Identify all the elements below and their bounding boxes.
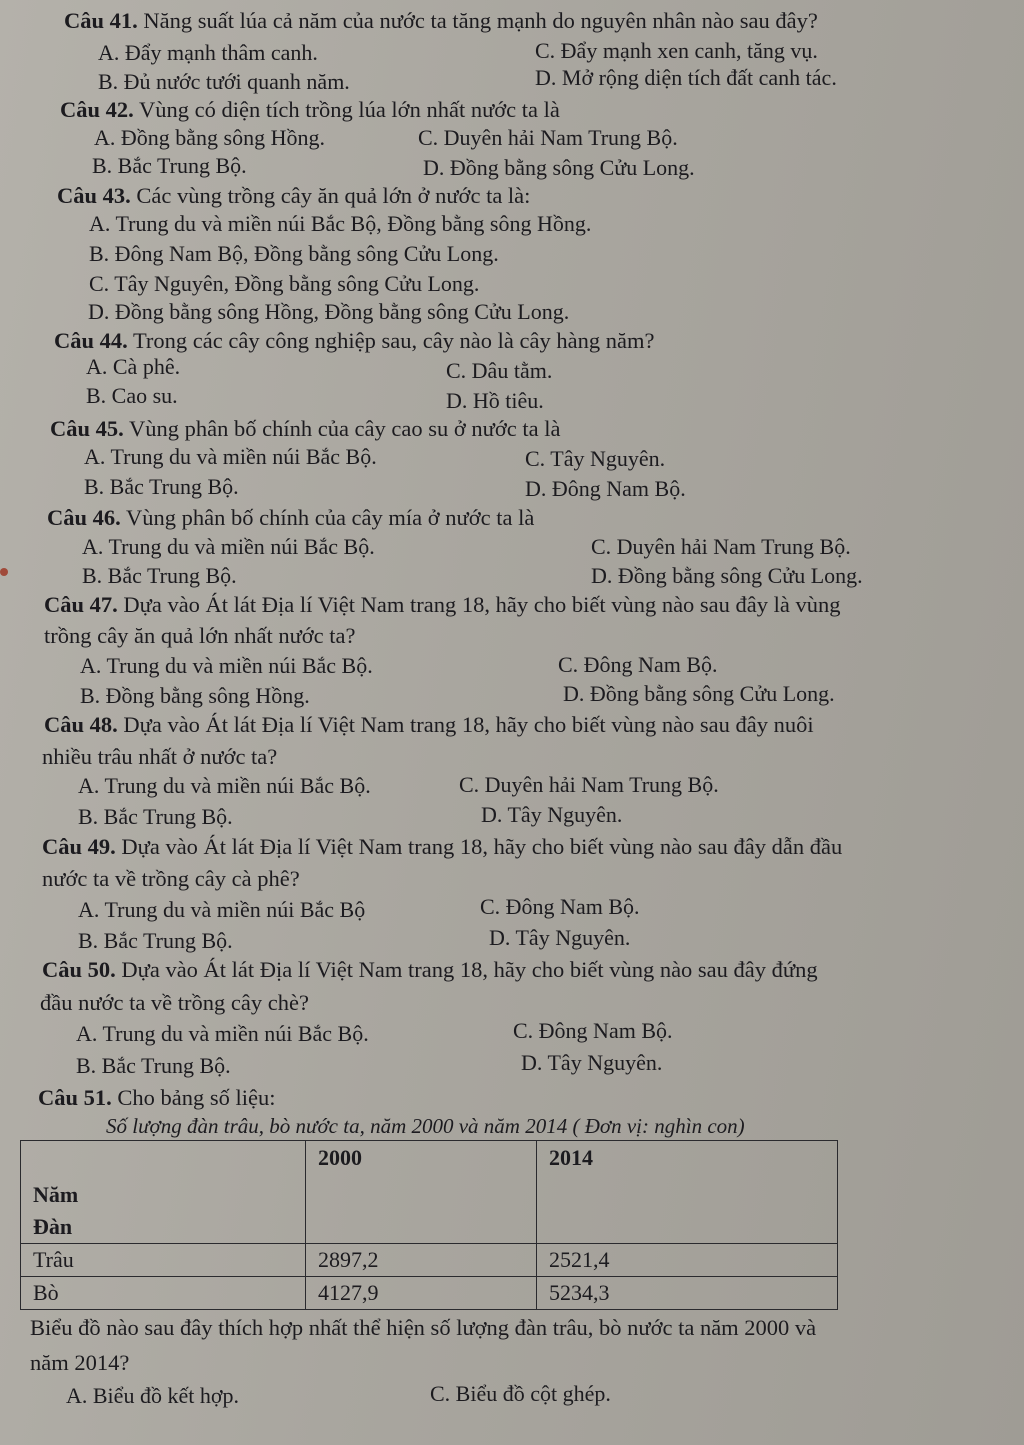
q51-prompt-continued: năm 2014? <box>30 1350 130 1375</box>
option-b: B. Bắc Trung Bộ. <box>76 1053 231 1078</box>
question-text-continued: nước ta về trồng cây cà phê? <box>42 866 300 891</box>
option-d: D. Đồng bằng sông Cửu Long. <box>563 681 835 706</box>
question-44 <box>54 328 654 354</box>
option-d: D. Tây Nguyên. <box>521 1050 663 1075</box>
margin-mark <box>0 568 8 576</box>
table-caption: Số lượng đàn trâu, bò nước ta, năm 2000 và năm 2014 ( Đơn vị: nghìn con) <box>106 1114 745 1138</box>
option-c: C. Đông Nam Bộ. <box>480 894 640 919</box>
year-header: 2000 <box>306 1141 537 1244</box>
option-b: B. Bắc Trung Bộ. <box>92 153 247 178</box>
option-a: A. Trung du và miền núi Bắc Bộ. <box>80 653 373 678</box>
data-table <box>20 1140 838 1310</box>
question-49 <box>42 834 842 860</box>
option-d: D. Đồng bằng sông Hồng, Đồng bằng sông Cửu Long. <box>88 299 570 324</box>
option-b: B. Cao su. <box>86 383 178 408</box>
option-d: D. Đồng bằng sông Cửu Long. <box>423 155 695 180</box>
option-a: A. Trung du và miền núi Bắc Bộ <box>78 897 366 922</box>
option-b: B. Đồng bằng sông Hồng. <box>80 683 310 708</box>
option-a: A. Biểu đồ kết hợp. <box>66 1383 239 1408</box>
question-text: Vùng phân bố chính của cây mía ở nước ta là <box>120 505 535 530</box>
question-text: Trong các cây công nghiệp sau, cây nào là cây hàng năm? <box>127 328 655 353</box>
option-d: D. Mở rộng diện tích đất canh tác. <box>535 65 837 90</box>
option-d: D. Hồ tiêu. <box>446 388 544 413</box>
option-c: C. Đông Nam Bộ. <box>513 1018 673 1043</box>
option-d: D. Đông Nam Bộ. <box>525 476 686 501</box>
question-number: Câu 51. <box>38 1085 112 1110</box>
option-a: A. Trung du và miền núi Bắc Bộ. <box>82 534 375 559</box>
option-b: B. Đông Nam Bộ, Đồng bằng sông Cửu Long. <box>89 241 499 266</box>
table-corner-header <box>21 1141 306 1244</box>
question-text: Vùng có diện tích trồng lúa lớn nhất nước ta là <box>133 97 560 122</box>
header-col-label: Đàn <box>33 1214 73 1239</box>
option-c: C. Duyên hải Nam Trung Bộ. <box>459 772 719 797</box>
year-header: 2014 <box>537 1141 838 1244</box>
option-d: D. Tây Nguyên. <box>481 802 623 827</box>
option-a: A. Trung du và miền núi Bắc Bộ, Đồng bằng sông Hồng. <box>89 211 592 236</box>
question-text: Dựa vào Át lát Địa lí Việt Nam trang 18, hãy cho biết vùng nào sau đây nuôi <box>117 712 814 737</box>
row-label: Bò <box>21 1277 306 1310</box>
question-number: Câu 46. <box>47 505 121 530</box>
question-number: Câu 48. <box>44 712 118 737</box>
option-c: C. Duyên hải Nam Trung Bộ. <box>418 125 678 150</box>
table-cell: 5234,3 <box>537 1277 838 1310</box>
question-text: Dựa vào Át lát Địa lí Việt Nam trang 18, hãy cho biết vùng nào sau đây là vùng <box>117 592 841 617</box>
question-text-continued: trồng cây ăn quả lớn nhất nước ta? <box>44 623 356 648</box>
option-c: C. Tây Nguyên. <box>525 446 666 471</box>
question-text: Cho bảng số liệu: <box>111 1085 276 1110</box>
question-text: Năng suất lúa cả năm của nước ta tăng mạnh do nguyên nhân nào sau đây? <box>137 8 818 33</box>
question-51 <box>38 1085 276 1111</box>
option-c: C. Dâu tằm. <box>446 358 553 383</box>
table-cell: 2521,4 <box>537 1244 838 1277</box>
question-number: Câu 43. <box>57 183 131 208</box>
option-b: B. Bắc Trung Bộ. <box>84 474 239 499</box>
option-a: A. Trung du và miền núi Bắc Bộ. <box>78 773 371 798</box>
question-48 <box>44 712 814 738</box>
option-c: C. Duyên hải Nam Trung Bộ. <box>591 534 851 559</box>
option-c: C. Biểu đồ cột ghép. <box>430 1381 611 1406</box>
question-45 <box>50 416 560 442</box>
option-a: A. Cà phê. <box>86 354 181 379</box>
question-42 <box>60 97 560 123</box>
option-a: A. Đẩy mạnh thâm canh. <box>98 40 318 65</box>
option-a: A. Trung du và miền núi Bắc Bộ. <box>76 1021 369 1046</box>
question-number: Câu 47. <box>44 592 118 617</box>
question-number: Câu 45. <box>50 416 124 441</box>
question-text-continued: đầu nước ta về trồng cây chè? <box>40 990 309 1015</box>
question-number: Câu 42. <box>60 97 134 122</box>
table-row <box>21 1244 838 1277</box>
table-cell: 4127,9 <box>306 1277 537 1310</box>
question-text: Vùng phân bố chính của cây cao su ở nước ta là <box>123 416 561 441</box>
question-41 <box>64 8 818 34</box>
question-text: Dựa vào Át lát Địa lí Việt Nam trang 18, hãy cho biết vùng nào sau đây dẫn đầu <box>115 834 843 859</box>
header-row-label: Năm <box>33 1182 79 1207</box>
option-d: D. Tây Nguyên. <box>489 925 631 950</box>
option-a: A. Trung du và miền núi Bắc Bộ. <box>84 444 377 469</box>
question-47 <box>44 592 841 618</box>
q51-prompt: Biểu đồ nào sau đây thích hợp nhất thể hiện số lượng đàn trâu, bò nước ta năm 2000 và <box>30 1315 817 1340</box>
question-50 <box>42 957 818 983</box>
row-label: Trâu <box>21 1244 306 1277</box>
option-b: B. Bắc Trung Bộ. <box>78 804 233 829</box>
option-b: B. Đủ nước tưới quanh năm. <box>98 69 350 94</box>
question-number: Câu 41. <box>64 8 138 33</box>
question-number: Câu 44. <box>54 328 128 353</box>
table-cell: 2897,2 <box>306 1244 537 1277</box>
question-number: Câu 50. <box>42 957 116 982</box>
question-text: Các vùng trồng cây ăn quả lớn ở nước ta là: <box>130 183 531 208</box>
option-d: D. Đồng bằng sông Cửu Long. <box>591 563 863 588</box>
question-46 <box>47 505 534 531</box>
option-b: B. Bắc Trung Bộ. <box>78 928 233 953</box>
option-c: C. Tây Nguyên, Đồng bằng sông Cửu Long. <box>89 271 480 296</box>
option-b: B. Bắc Trung Bộ. <box>82 563 237 588</box>
question-43 <box>57 183 530 209</box>
option-a: A. Đồng bằng sông Hồng. <box>94 125 325 150</box>
option-c: C. Đẩy mạnh xen canh, tăng vụ. <box>535 38 818 63</box>
table-row <box>21 1277 838 1310</box>
question-text: Dựa vào Át lát Địa lí Việt Nam trang 18, hãy cho biết vùng nào sau đây đứng <box>115 957 818 982</box>
option-c: C. Đông Nam Bộ. <box>558 652 718 677</box>
question-text-continued: nhiều trâu nhất ở nước ta? <box>42 744 278 769</box>
question-number: Câu 49. <box>42 834 116 859</box>
